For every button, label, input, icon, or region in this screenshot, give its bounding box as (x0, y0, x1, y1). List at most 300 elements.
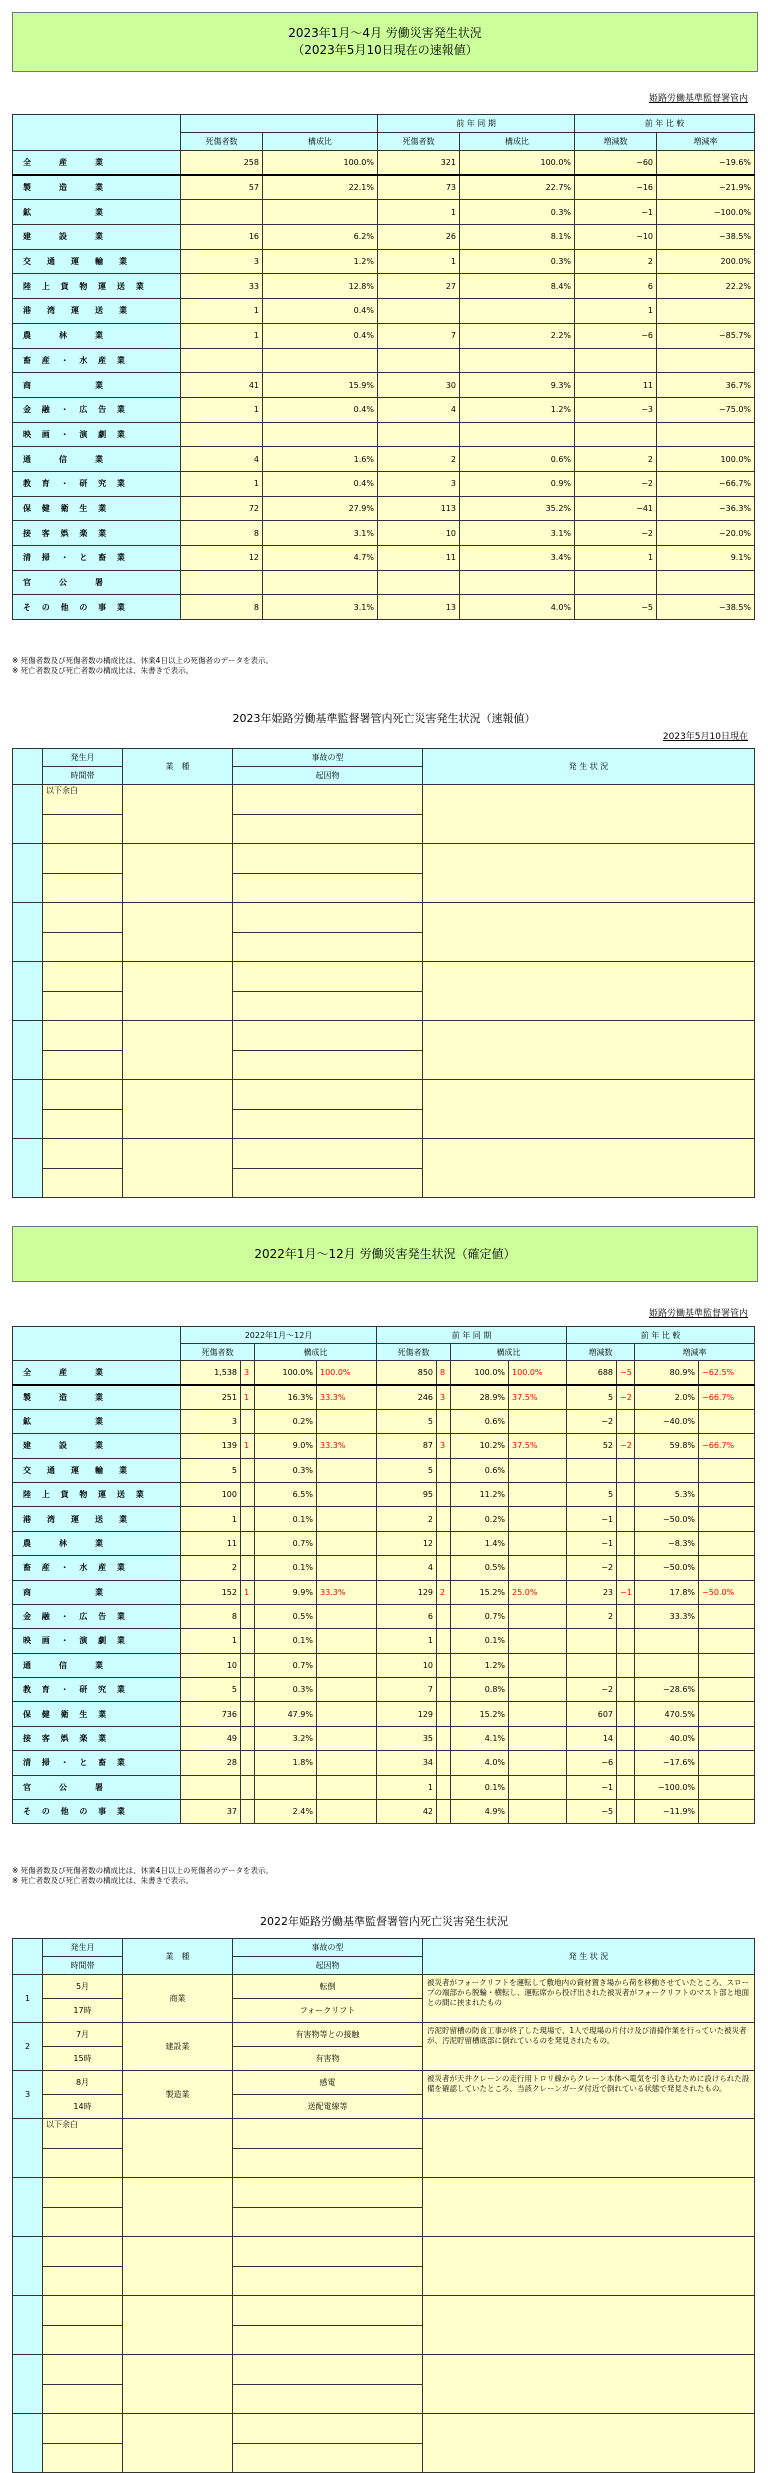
value-cell (181, 200, 263, 225)
office-label-2022: 姫路労働基準監督署管内 (648, 1309, 748, 1319)
fatal-value-cell (437, 1726, 451, 1750)
fatal-value-cell (241, 1775, 255, 1799)
industry-name: 陸 上 貨 物 運 送 業 (13, 1482, 181, 1506)
value-cell: −1 (567, 1775, 617, 1799)
value-cell (657, 299, 755, 324)
table-row (13, 1580, 755, 1604)
value-cell: 52 (567, 1434, 617, 1458)
value-cell (263, 348, 378, 373)
case-no: 2 (13, 2023, 43, 2071)
table-row (13, 299, 755, 324)
industry-name: 港 湾 運 送 業 (13, 1507, 181, 1531)
value-cell: −100.0% (635, 1775, 699, 1799)
case-no (13, 2414, 43, 2473)
case-industry: 製造業 (123, 2071, 233, 2119)
fatal-value-cell (509, 1482, 567, 1506)
h-time-2022: 時間帯 (43, 1957, 123, 1975)
case-time: 14時 (43, 2095, 123, 2119)
value-cell: −16 (575, 175, 657, 200)
fatal-value-cell (509, 1751, 567, 1775)
value-cell: 10 (181, 1653, 241, 1677)
fatal-value-cell (317, 1556, 377, 1580)
value-cell: 1.6% (263, 447, 378, 472)
value-cell: 22.7% (460, 175, 575, 200)
value-cell: 0.8% (451, 1678, 509, 1702)
fatal-value-cell (241, 1556, 255, 1580)
value-cell: 2 (567, 1604, 617, 1628)
value-cell: 0.1% (451, 1629, 509, 1653)
fatal-value-cell (699, 1629, 755, 1653)
case-time (43, 1050, 123, 1080)
case-cause (233, 2207, 423, 2237)
value-cell: 470.5% (635, 1702, 699, 1726)
case-industry (123, 1080, 233, 1139)
case-time (43, 932, 123, 962)
table-row (13, 496, 755, 521)
case-industry (123, 2355, 233, 2414)
fatal-value-cell (437, 1458, 451, 1482)
table-row (13, 1702, 755, 1726)
case-cause: フォークリフト (233, 1999, 423, 2023)
fatal-value-cell (699, 1653, 755, 1677)
case-type: 転倒 (233, 1975, 423, 1999)
industry-name: 金 融 ・ 広 告 業 (13, 1604, 181, 1628)
value-cell: 12.8% (263, 274, 378, 299)
h-industry-2022: 業 種 (123, 1939, 233, 1975)
fatal-value-cell (699, 1556, 755, 1580)
value-cell: −10 (575, 225, 657, 250)
value-cell: 80.9% (635, 1361, 699, 1385)
value-cell: 5 (181, 1678, 241, 1702)
value-cell (635, 1458, 699, 1482)
value-cell: 3 (181, 249, 263, 274)
title-banner-2022 (12, 1226, 758, 1282)
value-cell: 11.2% (451, 1482, 509, 1506)
case-desc (423, 962, 755, 1021)
value-cell: 0.7% (451, 1604, 509, 1628)
grp-current (181, 115, 378, 133)
value-cell: 15.2% (451, 1702, 509, 1726)
fatal-value-cell (617, 1800, 635, 1824)
value-cell: 5 (181, 1458, 241, 1482)
value-cell (263, 200, 378, 225)
value-cell (460, 348, 575, 373)
fatal-value-cell (617, 1556, 635, 1580)
industry-name: 全 産 業 (13, 1361, 181, 1385)
case-type: 感電 (233, 2071, 423, 2095)
value-cell: 1.8% (255, 1751, 317, 1775)
fatal-value-cell (317, 1726, 377, 1750)
value-cell: 95 (377, 1482, 437, 1506)
value-cell (567, 1653, 617, 1677)
value-cell: −40.0% (635, 1409, 699, 1433)
case-desc: 被災者がフォークリフトを運転して敷地内の資材置き場から荷を移動させていたところ、スロープの端部から脱輪・横転し、運転席から投げ出された被災者がフォークリフトのマスト部と地面との間に挟まれたもの (423, 1975, 755, 2023)
value-cell: 9.1% (657, 546, 755, 571)
value-cell (181, 570, 263, 595)
case-month (43, 2414, 123, 2444)
fatal-value-cell (317, 1775, 377, 1799)
case-type (233, 844, 423, 874)
value-cell: 3 (378, 471, 460, 496)
industry-name: 保 健 衛 生 業 (13, 496, 181, 521)
value-cell: 4 (181, 447, 263, 472)
industry-name: 農 林 業 (13, 1531, 181, 1555)
value-cell (657, 348, 755, 373)
value-cell (460, 299, 575, 324)
fatal-value-cell: −62.5% (699, 1361, 755, 1385)
value-cell: 22.1% (263, 175, 378, 200)
fatal-value-cell (437, 1507, 451, 1531)
case-industry (123, 2119, 233, 2178)
grp-cmp-2022: 前 年 比 較 (567, 1327, 755, 1344)
value-cell: 2.4% (255, 1800, 317, 1824)
h-type: 事故の型 (233, 749, 423, 767)
value-cell (635, 1629, 699, 1653)
table-row (13, 1751, 755, 1775)
value-cell: 607 (567, 1702, 617, 1726)
case-cause (233, 2443, 423, 2473)
fatal-value-cell: −2 (617, 1434, 635, 1458)
value-cell: 87 (377, 1434, 437, 1458)
value-cell: 6.5% (255, 1482, 317, 1506)
industry-name: 通 信 業 (13, 447, 181, 472)
value-cell: 47.9% (255, 1702, 317, 1726)
value-cell: 1 (377, 1629, 437, 1653)
col-header: 構成比 (255, 1344, 377, 1361)
industry-name: 製 造 業 (13, 175, 181, 200)
table-row (13, 225, 755, 250)
industry-name: 金 融 ・ 広 告 業 (13, 397, 181, 422)
value-cell: 100.0% (657, 447, 755, 472)
value-cell: −28.6% (635, 1678, 699, 1702)
value-cell: 26 (378, 225, 460, 250)
value-cell (181, 1775, 241, 1799)
value-cell: 0.6% (460, 447, 575, 472)
value-cell: 12 (181, 546, 263, 571)
fatal-value-cell (509, 1678, 567, 1702)
value-cell: −5 (567, 1800, 617, 1824)
table-row (13, 1775, 755, 1799)
fatal-value-cell: −66.7% (699, 1385, 755, 1409)
value-cell: 5 (377, 1409, 437, 1433)
table-row (13, 1556, 755, 1580)
case-no (13, 2355, 43, 2414)
value-cell: −1 (575, 200, 657, 225)
table-row (13, 521, 755, 546)
table-row (13, 1726, 755, 1750)
value-cell: 3.4% (460, 546, 575, 571)
value-cell: 0.5% (255, 1604, 317, 1628)
value-cell: 0.1% (451, 1775, 509, 1799)
industry-name: 官 公 署 (13, 1775, 181, 1799)
fatal-value-cell (317, 1800, 377, 1824)
value-cell (181, 348, 263, 373)
value-cell: 152 (181, 1580, 241, 1604)
fatal-value-cell: 1 (241, 1580, 255, 1604)
value-cell: −41 (575, 496, 657, 521)
value-cell: −75.0% (657, 397, 755, 422)
col-header: 増減数 (575, 133, 657, 151)
fatal-value-cell: 8 (437, 1361, 451, 1385)
value-cell: 6 (377, 1604, 437, 1628)
value-cell: 73 (378, 175, 460, 200)
table-row (13, 397, 755, 422)
fatal-value-cell (699, 1775, 755, 1799)
table-row (13, 274, 755, 299)
industry-name: 建 設 業 (13, 1434, 181, 1458)
value-cell: −19.6% (657, 151, 755, 176)
value-cell: 7 (378, 323, 460, 348)
value-cell: 0.7% (255, 1653, 317, 1677)
value-cell: 100.0% (460, 151, 575, 176)
case-month (43, 903, 123, 933)
fatal-value-cell (241, 1702, 255, 1726)
industry-name: 商 業 (13, 373, 181, 398)
table-row (13, 1434, 755, 1458)
fatal-value-cell: 33.3% (317, 1385, 377, 1409)
fatal-value-cell (437, 1653, 451, 1677)
h-no-2022 (13, 1939, 43, 1975)
table-row (13, 1975, 755, 1999)
table-row (13, 1409, 755, 1433)
fatal-value-cell (317, 1458, 377, 1482)
value-cell (567, 1629, 617, 1653)
case-month (43, 1080, 123, 1110)
h-cause: 起因物 (233, 767, 423, 785)
value-cell: 2 (181, 1556, 241, 1580)
value-cell: 8.4% (460, 274, 575, 299)
table-row (13, 1482, 755, 1506)
table-row (13, 1507, 755, 1531)
fatal-value-cell (509, 1458, 567, 1482)
case-time (43, 2266, 123, 2296)
value-cell: 5 (567, 1482, 617, 1506)
table-row (13, 2355, 755, 2385)
case-type: 有害物等との接触 (233, 2023, 423, 2047)
value-cell: 11 (575, 373, 657, 398)
fatal-value-cell (509, 1556, 567, 1580)
value-cell: 5.3% (635, 1482, 699, 1506)
fatal-value-cell (437, 1531, 451, 1555)
case-month (43, 2237, 123, 2267)
value-cell: 1 (378, 200, 460, 225)
table-row (13, 2178, 755, 2208)
fatal-value-cell (437, 1800, 451, 1824)
value-cell: 2.0% (635, 1385, 699, 1409)
value-cell: 13 (378, 595, 460, 620)
industry-name: 畜 産 ・ 水 産 業 (13, 348, 181, 373)
table-row (13, 200, 755, 225)
case-month: 以下余白 (43, 785, 123, 815)
value-cell: 41 (181, 373, 263, 398)
fatal-value-cell (617, 1726, 635, 1750)
case-cause: 送配電線等 (233, 2095, 423, 2119)
value-cell: 100.0% (255, 1361, 317, 1385)
fatal-value-cell (699, 1531, 755, 1555)
table-row (13, 844, 755, 874)
value-cell: 0.6% (451, 1409, 509, 1433)
industry-name: 教 育 ・ 研 究 業 (13, 1678, 181, 1702)
value-cell: 2 (575, 447, 657, 472)
value-cell: 1 (181, 1507, 241, 1531)
industry-name: 保 健 衛 生 業 (13, 1702, 181, 1726)
value-cell: 7 (377, 1678, 437, 1702)
fatal-value-cell (617, 1482, 635, 1506)
industry-name: 鉱 業 (13, 200, 181, 225)
note-2022: ※ 死傷者数及び死傷者数の構成比は、休業4日以上の死傷者のデータを表示。 ※ 死亡者数及び死亡者数の構成比は、朱書きで表示。 (12, 1866, 273, 1885)
fatal-value-cell (241, 1726, 255, 1750)
case-desc (423, 2355, 755, 2414)
fatal-value-cell (699, 1604, 755, 1628)
value-cell: 5 (567, 1385, 617, 1409)
case-cause (233, 2266, 423, 2296)
industry-name: 清 掃 ・ と 畜 業 (13, 1751, 181, 1775)
fatal-value-cell (317, 1629, 377, 1653)
value-cell: 10.2% (451, 1434, 509, 1458)
fatal-value-cell (509, 1653, 567, 1677)
value-cell: −5 (575, 595, 657, 620)
col-header: 死傷者数 (181, 1344, 255, 1361)
fatal-value-cell (437, 1629, 451, 1653)
case-time: 15時 (43, 2047, 123, 2071)
value-cell: 35.2% (460, 496, 575, 521)
industry-name: 接 客 娯 楽 業 (13, 521, 181, 546)
value-cell: 736 (181, 1702, 241, 1726)
value-cell: 1.2% (451, 1653, 509, 1677)
table-row (13, 1678, 755, 1702)
value-cell: −66.7% (657, 471, 755, 496)
fatal-value-cell (699, 1726, 755, 1750)
case-desc (423, 1080, 755, 1139)
table-row (13, 2071, 755, 2095)
value-cell: 37 (181, 1800, 241, 1824)
value-cell: −1 (567, 1507, 617, 1531)
case-cause (233, 2325, 423, 2355)
fatal-value-cell (437, 1702, 451, 1726)
value-cell: 12 (377, 1531, 437, 1555)
case-type (233, 2237, 423, 2267)
fatal-value-cell (437, 1604, 451, 1628)
value-cell: 1.2% (460, 397, 575, 422)
value-cell: 42 (377, 1800, 437, 1824)
table-row (13, 1653, 755, 1677)
stats-table-2022 (12, 1326, 755, 1824)
table-row (13, 2296, 755, 2326)
value-cell: 59.8% (635, 1434, 699, 1458)
table-row (13, 1604, 755, 1628)
fatal-value-cell (699, 1678, 755, 1702)
case-no (13, 1139, 43, 1198)
fatal-value-cell (699, 1482, 755, 1506)
fatal-value-cell (437, 1775, 451, 1799)
value-cell: 3.1% (263, 521, 378, 546)
table-row (13, 2023, 755, 2047)
value-cell (378, 422, 460, 447)
value-cell: 4.9% (451, 1800, 509, 1824)
fatal-value-cell (699, 1458, 755, 1482)
case-type (233, 2355, 423, 2385)
fatal-value-cell (699, 1409, 755, 1433)
industry-name: そ の 他 の 事 業 (13, 1800, 181, 1824)
case-desc: 被災者が天井クレーンの走行用トロリ線からクレーン本体へ電気を引き込むために設けられた設備を確認していたところ、当該クレーンガーダ付近で倒れている状態で発見されたもの。 (423, 2071, 755, 2119)
case-industry (123, 2178, 233, 2237)
table-row (13, 323, 755, 348)
case-month: 以下余白 (43, 2119, 123, 2149)
h-cause-2022: 起因物 (233, 1957, 423, 1975)
value-cell: 40.0% (635, 1726, 699, 1750)
value-cell: 251 (181, 1385, 241, 1409)
value-cell: −50.0% (635, 1556, 699, 1580)
value-cell: 0.3% (460, 249, 575, 274)
fatal-value-cell (317, 1653, 377, 1677)
value-cell: 11 (181, 1531, 241, 1555)
fatal-value-cell: 2 (437, 1580, 451, 1604)
value-cell (657, 422, 755, 447)
table-row (13, 471, 755, 496)
value-cell: 49 (181, 1726, 241, 1750)
case-type (233, 785, 423, 815)
value-cell: 8 (181, 1604, 241, 1628)
fatal-value-cell (317, 1507, 377, 1531)
fatal-value-cell (437, 1751, 451, 1775)
corner-cell (13, 115, 181, 151)
table-row (13, 348, 755, 373)
value-cell: −3 (575, 397, 657, 422)
fatal-value-cell (241, 1678, 255, 1702)
value-cell: 22.2% (657, 274, 755, 299)
value-cell: 5 (377, 1458, 437, 1482)
case-industry (123, 903, 233, 962)
case-type (233, 962, 423, 992)
fatal-value-cell (617, 1531, 635, 1555)
h-industry: 業 種 (123, 749, 233, 785)
value-cell: 0.6% (451, 1458, 509, 1482)
fatal-value-cell (437, 1409, 451, 1433)
fatal-value-cell (509, 1800, 567, 1824)
fatal-value-cell (241, 1800, 255, 1824)
note-1: ※ 死傷者数及び死傷者数の構成比は、休業4日以上の死傷者のデータを表示。 ※ 死亡者数及び死亡者数の構成比は、朱書きで表示。 (12, 656, 273, 675)
case-no (13, 2178, 43, 2237)
table-row (13, 1458, 755, 1482)
value-cell: 0.3% (460, 200, 575, 225)
value-cell: 1 (575, 299, 657, 324)
value-cell: 850 (377, 1361, 437, 1385)
industry-name: 官 公 署 (13, 570, 181, 595)
fatal-value-cell (317, 1409, 377, 1433)
col-header: 増減数 (567, 1344, 635, 1361)
h-month-2022: 発生月 (43, 1939, 123, 1957)
table-row (13, 2414, 755, 2444)
col-header: 死傷者数 (378, 133, 460, 151)
case-time (43, 2384, 123, 2414)
value-cell: 2 (575, 249, 657, 274)
value-cell: 0.9% (460, 471, 575, 496)
case-industry (123, 1021, 233, 1080)
value-cell: 6 (575, 274, 657, 299)
value-cell (635, 1653, 699, 1677)
case-month: 5月 (43, 1975, 123, 1999)
value-cell (378, 570, 460, 595)
value-cell (378, 299, 460, 324)
case-time (43, 2207, 123, 2237)
value-cell: 16 (181, 225, 263, 250)
fatal-title-2022: 2022年姫路労働基準監督署管内死亡災害発生状況 (260, 1915, 508, 1928)
value-cell: 8 (181, 521, 263, 546)
value-cell: −2 (567, 1678, 617, 1702)
value-cell: 0.5% (451, 1556, 509, 1580)
value-cell: 0.1% (255, 1507, 317, 1531)
case-cause (233, 1168, 423, 1198)
